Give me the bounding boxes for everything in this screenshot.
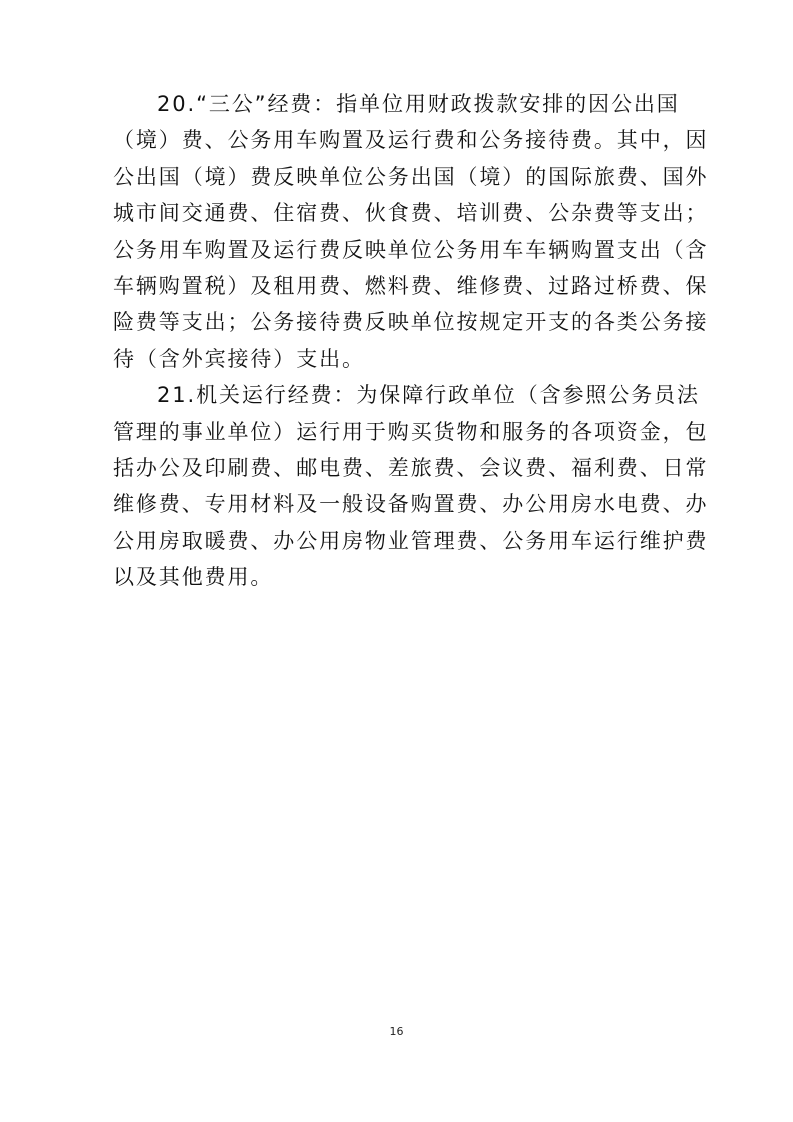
paragraph-line: 车辆购置税）及租用费、燃料费、维修费、过路过桥费、保	[113, 273, 709, 298]
paragraph-line: 20.“三公”经费：指单位用财政拨款安排的因公出国	[157, 92, 680, 116]
paragraph-line: （境）费、公务用车购置及运行费和公务接待费。其中，因	[113, 128, 709, 153]
paragraph-line: 城市间交通费、住宿费、伙食费、培训费、公杂费等支出；	[113, 201, 709, 226]
paragraph-line: 21.机关运行经费：为保障行政单位（含参照公务员法	[157, 383, 700, 408]
paragraph-line: 管理的事业单位）运行用于购买货物和服务的各项资金，包	[113, 419, 709, 444]
document-body	[113, 86, 709, 595]
paragraph-line: 险费等支出；公务接待费反映单位按规定开支的各类公务接	[113, 310, 709, 335]
paragraph-line: 待（含外宾接待）支出。	[113, 346, 365, 371]
paragraph-line: 括办公及印刷费、邮电费、差旅费、会议费、福利费、日常	[113, 455, 709, 480]
paragraph-line: 以及其他费用。	[113, 565, 274, 590]
paragraph-line: 公出国（境）费反映单位公务出国（境）的国际旅费、国外	[113, 164, 709, 189]
paragraph-line: 公务用车购置及运行费反映单位公务用车车辆购置支出（含	[113, 237, 709, 262]
paragraph-line: 公用房取暖费、办公用房物业管理费、公务用车运行维护费	[113, 528, 709, 553]
page-number: 16	[389, 1025, 404, 1038]
paragraph-operating-expenses	[113, 377, 709, 595]
paragraph-san-gong-expenses	[113, 86, 709, 377]
paragraph-line: 维修费、专用材料及一般设备购置费、办公用房水电费、办	[113, 492, 709, 517]
